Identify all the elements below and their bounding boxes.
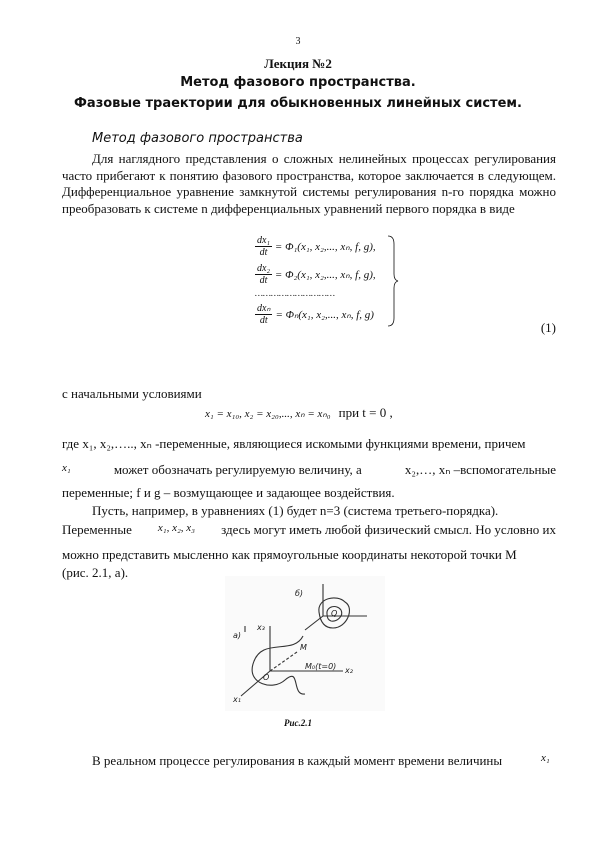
equation-rhs: = Φ₁(x₁, x₂,..., xₙ, f, g), xyxy=(274,240,376,253)
x1-desc: может обозначать регулируемую величину, а xyxy=(113,462,362,477)
fraction-numerator: dx₂ xyxy=(257,262,270,274)
label-x1: x₁ xyxy=(233,695,241,704)
title-line-2: Фазовые траектории для обыкновенных линейных систем. xyxy=(74,96,522,111)
lecture-number: Лекция №2 xyxy=(264,56,332,71)
paragraph3-variables: x₁, x₂, x₃ xyxy=(157,522,196,534)
system-brace xyxy=(386,234,400,328)
label-point-m: M xyxy=(300,643,307,652)
figure-phase-space xyxy=(225,576,385,711)
label-q: Q xyxy=(331,609,338,618)
title-line-1: Метод фазового пространства. xyxy=(180,75,416,90)
paragraph3-line2 xyxy=(62,522,556,538)
initial-conditions-when: при t = 0 , xyxy=(338,405,393,420)
fraction-numerator: dxₙ xyxy=(257,302,271,314)
figure-caption: Рис.2.1 xyxy=(284,718,312,728)
page-number: 3 xyxy=(295,36,301,47)
x1-symbol: x₁ xyxy=(62,462,71,474)
fraction-denominator: dt xyxy=(259,246,268,258)
where-desc: xₙ -переменные, являющиеся искомыми функциями времени, причем xyxy=(140,436,526,451)
fraction-numerator: dx₁ xyxy=(257,234,270,246)
paragraph3-variables-label: Переменные xyxy=(62,522,132,537)
equation-system xyxy=(255,232,376,328)
initial-conditions-label: с начальными условиями xyxy=(62,386,202,401)
label-a: a) xyxy=(233,631,242,640)
fraction-denominator: dt xyxy=(259,314,268,326)
equation-rhs: = Φ₂(x₁, x₂,..., xₙ, f, g), xyxy=(274,268,376,281)
equation-row xyxy=(255,300,376,328)
where-line xyxy=(62,436,526,452)
equation-row xyxy=(255,232,376,260)
paragraph3-line4: (рис. 2.1, а). xyxy=(62,565,129,580)
equation-row xyxy=(255,260,376,288)
x1-aux: x₂,…, xₙ –вспомогательные xyxy=(404,462,556,477)
label-point-m0: M₀(t=0) xyxy=(305,662,337,671)
paragraph3-line3: можно представить мысленно как прямоугольные координаты некоторой точки М xyxy=(62,547,517,562)
paragraph-intro: Для наглядного представления о сложных нелинейных процессах регулирования часто прибегают к понятию фазового пространства, которое заключается в следующем. Дифференциальное уравнение замкнутой системы регулирования n-го порядка можно преобразовать к системе n дифференциальных уравнений первого порядка в виде xyxy=(62,151,556,216)
equation-rhs: = Φₙ(x₁, x₂,..., xₙ, f, g) xyxy=(275,308,374,321)
x1-line xyxy=(62,462,556,478)
paragraph3-line1: Пусть, например, в уравнениях (1) будет n=3 (система третьего-порядка). xyxy=(92,503,499,518)
label-origin: O xyxy=(263,673,270,682)
fraction-denominator: dt xyxy=(259,274,268,286)
section-heading: Метод фазового пространства xyxy=(92,131,303,146)
last-line: В реальном процессе регулирования в каждый момент времени величины xyxy=(92,753,503,768)
last-line-variable: x₁ xyxy=(541,752,550,764)
label-b: б) xyxy=(295,589,304,598)
paragraph3-text: здесь могут иметь любой физический смысл. Но условно их xyxy=(221,522,556,537)
equation-number: (1) xyxy=(540,320,556,335)
where-vars: где x₁, x₂,….., xyxy=(62,436,137,451)
initial-conditions-formula: x₁ = x₁₀, x₂ = x₂₀,..., xₙ = xₙ₀ xyxy=(205,408,331,420)
label-x3: x₃ xyxy=(257,623,265,632)
label-x2: x₂ xyxy=(345,666,353,675)
equation-dots: ………………………… xyxy=(255,288,336,298)
variables-line: переменные; f и g – возмущающее и задающее воздействия. xyxy=(62,485,395,500)
initial-conditions xyxy=(205,404,393,422)
